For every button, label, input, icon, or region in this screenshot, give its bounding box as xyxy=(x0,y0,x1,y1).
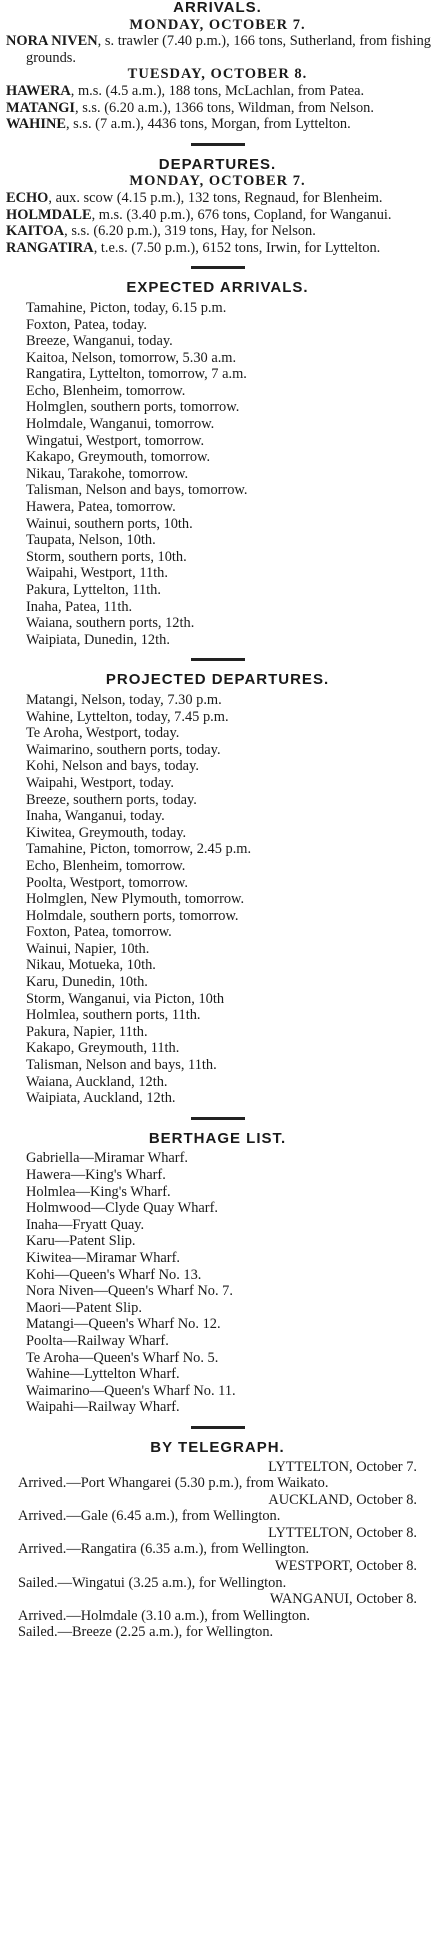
ship-name: HOLMDALE xyxy=(6,206,92,223)
departures-day: MONDAY, OCTOBER 7. xyxy=(129,173,306,190)
telegraph-section xyxy=(0,1440,435,1641)
expected-arrivals-heading: EXPECTED ARRIVALS. xyxy=(126,279,309,297)
list-item: Wingatui, Westport, tomorrow. xyxy=(26,432,205,449)
list-item: Waiana, Auckland, 12th. xyxy=(26,1073,168,1090)
berthage-heading: BERTHAGE LIST. xyxy=(148,1129,287,1147)
list-item: Poolta, Westport, tomorrow. xyxy=(26,874,188,891)
list-item: Wainui, southern ports, 10th. xyxy=(26,515,193,532)
entry-text: , m.s. (4.5 a.m.), 188 tons, McLachlan, from Patea. xyxy=(70,82,365,99)
section-divider xyxy=(191,1426,245,1429)
list-item: Waimarino—Queen's Wharf No. 11. xyxy=(26,1382,236,1399)
projected-departures-list xyxy=(0,692,435,1107)
report-text: Sailed.—Wingatui (3.25 a.m.), for Wellington. xyxy=(18,1574,287,1591)
list-item: Poolta—Railway Wharf. xyxy=(26,1332,169,1349)
arrivals-section xyxy=(0,0,435,133)
berthage-section xyxy=(0,1131,435,1416)
ship-name: NORA NIVEN xyxy=(6,33,98,50)
list-item: Inaha, Wanganui, today. xyxy=(26,808,165,825)
section-divider xyxy=(191,266,245,269)
list-item: Tamahine, Picton, tomorrow, 2.45 p.m. xyxy=(26,841,252,858)
list-item: Holmwood—Clyde Quay Wharf. xyxy=(26,1200,218,1217)
departure-entry xyxy=(0,190,435,207)
list-item: Talisman, Nelson and bays, 11th. xyxy=(26,1057,217,1074)
list-item: Echo, Blenheim, tomorrow. xyxy=(26,382,186,399)
report-text: Arrived.—Holmdale (3.10 a.m.), from Wellington. xyxy=(18,1607,310,1624)
dateline: AUCKLAND, October 8. xyxy=(268,1491,417,1508)
list-item: Hawera—King's Wharf. xyxy=(26,1167,166,1183)
arrivals-day-2: TUESDAY, OCTOBER 8. xyxy=(127,66,308,83)
list-item: Waiana, southern ports, 12th. xyxy=(26,615,195,632)
list-item: Tamahine, Picton, today, 6.15 p.m. xyxy=(26,299,227,316)
list-item: Pakura, Lyttelton, 11th. xyxy=(26,582,161,598)
list-item: Holmglen, southern ports, tomorrow. xyxy=(26,399,240,416)
list-item: Foxton, Patea, tomorrow. xyxy=(26,924,172,941)
ship-name: KAITOA xyxy=(6,223,65,240)
list-item: Matangi, Nelson, today, 7.30 p.m. xyxy=(26,691,222,708)
list-item: Matangi—Queen's Wharf No. 12. xyxy=(26,1316,221,1333)
list-item: Talisman, Nelson and bays, tomorrow. xyxy=(26,482,248,499)
departure-entry xyxy=(0,207,435,224)
report-text: Arrived.—Gale (6.45 a.m.), from Wellington. xyxy=(18,1508,281,1525)
list-item: Kohi—Queen's Wharf No. 13. xyxy=(26,1266,202,1283)
dateline: LYTTELTON, October 7. xyxy=(268,1458,417,1475)
list-item: Storm, Wanganui, via Picton, 10th xyxy=(26,990,225,1007)
list-item: Inaha, Patea, 11th. xyxy=(26,598,133,615)
list-item: Holmlea—King's Wharf. xyxy=(26,1183,171,1200)
list-item: Nikau, Tarakohe, tomorrow. xyxy=(26,465,189,482)
arrivals-day-1: MONDAY, OCTOBER 7. xyxy=(129,16,306,33)
list-item: Holmdale, Wanganui, tomorrow. xyxy=(26,416,215,433)
list-item: Breeze, Wanganui, today. xyxy=(26,333,173,350)
list-item: Rangatira, Lyttelton, tomorrow, 7 a.m. xyxy=(26,366,247,383)
list-item: Kakapo, Greymouth, 11th. xyxy=(26,1040,180,1057)
section-divider xyxy=(191,143,245,146)
departures-section xyxy=(0,157,435,257)
departure-entry xyxy=(0,240,435,257)
list-item: Breeze, southern ports, today. xyxy=(26,791,197,808)
list-item: Kiwitea—Miramar Wharf. xyxy=(26,1249,180,1266)
list-item: Karu, Dunedin, 10th. xyxy=(26,974,148,991)
list-item: Te Aroha—Queen's Wharf No. 5. xyxy=(26,1349,219,1366)
list-item: Gabriella—Miramar Wharf. xyxy=(26,1150,188,1167)
berthage-list xyxy=(0,1150,435,1416)
entry-text: , aux. scow (4.15 p.m.), 132 tons, Regnaud, for Blenheim. xyxy=(48,189,383,206)
list-item: Kiwitea, Greymouth, today. xyxy=(26,824,187,841)
list-item: Pakura, Napier, 11th. xyxy=(26,1023,148,1040)
list-item: Kaitoa, Nelson, tomorrow, 5.30 a.m. xyxy=(26,349,237,366)
dateline: WESTPORT, October 8. xyxy=(275,1558,417,1575)
section-divider xyxy=(191,1117,245,1120)
dateline: LYTTELTON, October 8. xyxy=(268,1524,417,1541)
list-item: Wainui, Napier, 10th. xyxy=(26,940,150,957)
list-item: Taupata, Nelson, 10th. xyxy=(26,532,156,549)
entry-text: , s. trawler (7.40 p.m.), 166 tons, Sutherland, from fishing grounds. xyxy=(26,33,431,66)
list-item: Nora Niven—Queen's Wharf No. 7. xyxy=(26,1283,233,1300)
section-divider xyxy=(191,658,245,661)
arrival-entry xyxy=(0,83,435,100)
list-item: Inaha—Fryatt Quay. xyxy=(26,1216,145,1233)
list-item: Holmdale, southern ports, tomorrow. xyxy=(26,907,239,924)
report-text: Arrived.—Rangatira (6.35 a.m.), from Wellington. xyxy=(18,1541,310,1558)
list-item: Waipahi, Westport, today. xyxy=(26,774,174,791)
ship-name: WAHINE xyxy=(6,116,66,133)
telegraph-heading: BY TELEGRAPH. xyxy=(150,1438,285,1456)
list-item: Holmlea, southern ports, 11th. xyxy=(26,1007,201,1024)
list-item: Waimarino, southern ports, today. xyxy=(26,741,221,758)
projected-departures-section xyxy=(0,672,435,1106)
projected-departures-heading: PROJECTED DEPARTURES. xyxy=(105,671,330,689)
arrival-entry xyxy=(0,116,435,133)
list-item: Wahine—Lyttelton Wharf. xyxy=(26,1366,180,1383)
expected-arrivals-section xyxy=(0,280,435,648)
departures-heading: DEPARTURES. xyxy=(158,155,277,173)
list-item: Te Aroha, Westport, today. xyxy=(26,725,180,742)
list-item: Waipiata, Dunedin, 12th. xyxy=(26,631,170,648)
list-item: Nikau, Motueka, 10th. xyxy=(26,957,156,974)
list-item: Wahine, Lyttelton, today, 7.45 p.m. xyxy=(26,708,229,725)
list-item: Kohi, Nelson and bays, today. xyxy=(26,758,199,775)
list-item: Echo, Blenheim, tomorrow. xyxy=(26,857,186,874)
entry-text: , s.s. (7 a.m.), 4436 tons, Morgan, from Lyttelton. xyxy=(65,116,351,133)
list-item: Waipahi—Railway Wharf. xyxy=(26,1399,180,1416)
ship-name: HAWERA xyxy=(6,82,71,99)
list-item: Waipahi, Westport, 11th. xyxy=(26,565,168,582)
list-item: Foxton, Patea, today. xyxy=(26,316,147,333)
report-text: Arrived.—Port Whangarei (5.30 p.m.), from Waikato. xyxy=(18,1475,329,1492)
entry-text: , s.s. (6.20 p.m.), 319 tons, Hay, for Nelson. xyxy=(64,223,316,240)
list-item: Waipiata, Auckland, 12th. xyxy=(26,1090,176,1107)
list-item: Storm, southern ports, 10th. xyxy=(26,548,187,565)
entry-text: , m.s. (3.40 p.m.), 676 tons, Copland, for Wanganui. xyxy=(91,206,392,223)
list-item: Karu—Patent Slip. xyxy=(26,1233,136,1250)
entry-text: , t.e.s. (7.50 p.m.), 6152 tons, Irwin, for Lyttelton. xyxy=(93,239,381,256)
list-item: Maori—Patent Slip. xyxy=(26,1299,142,1316)
expected-arrivals-list xyxy=(0,300,435,648)
arrivals-heading: ARRIVALS. xyxy=(173,0,262,16)
arrival-entry xyxy=(0,33,435,66)
list-item: Kakapo, Greymouth, tomorrow. xyxy=(26,449,211,466)
departure-entry xyxy=(0,223,435,240)
list-item: Hawera, Patea, tomorrow. xyxy=(26,499,176,516)
ship-name: MATANGI xyxy=(6,99,76,116)
report-text: Sailed.—Breeze (2.25 a.m.), for Wellington. xyxy=(18,1624,274,1641)
ship-name: ECHO xyxy=(6,189,49,206)
dateline: WANGANUI, October 8. xyxy=(269,1591,417,1608)
arrival-entry xyxy=(0,100,435,117)
list-item: Holmglen, New Plymouth, tomorrow. xyxy=(26,891,245,908)
entry-text: , s.s. (6.20 a.m.), 1366 tons, Wildman, from Nelson. xyxy=(75,99,374,116)
ship-name: RANGATIRA xyxy=(6,239,94,256)
